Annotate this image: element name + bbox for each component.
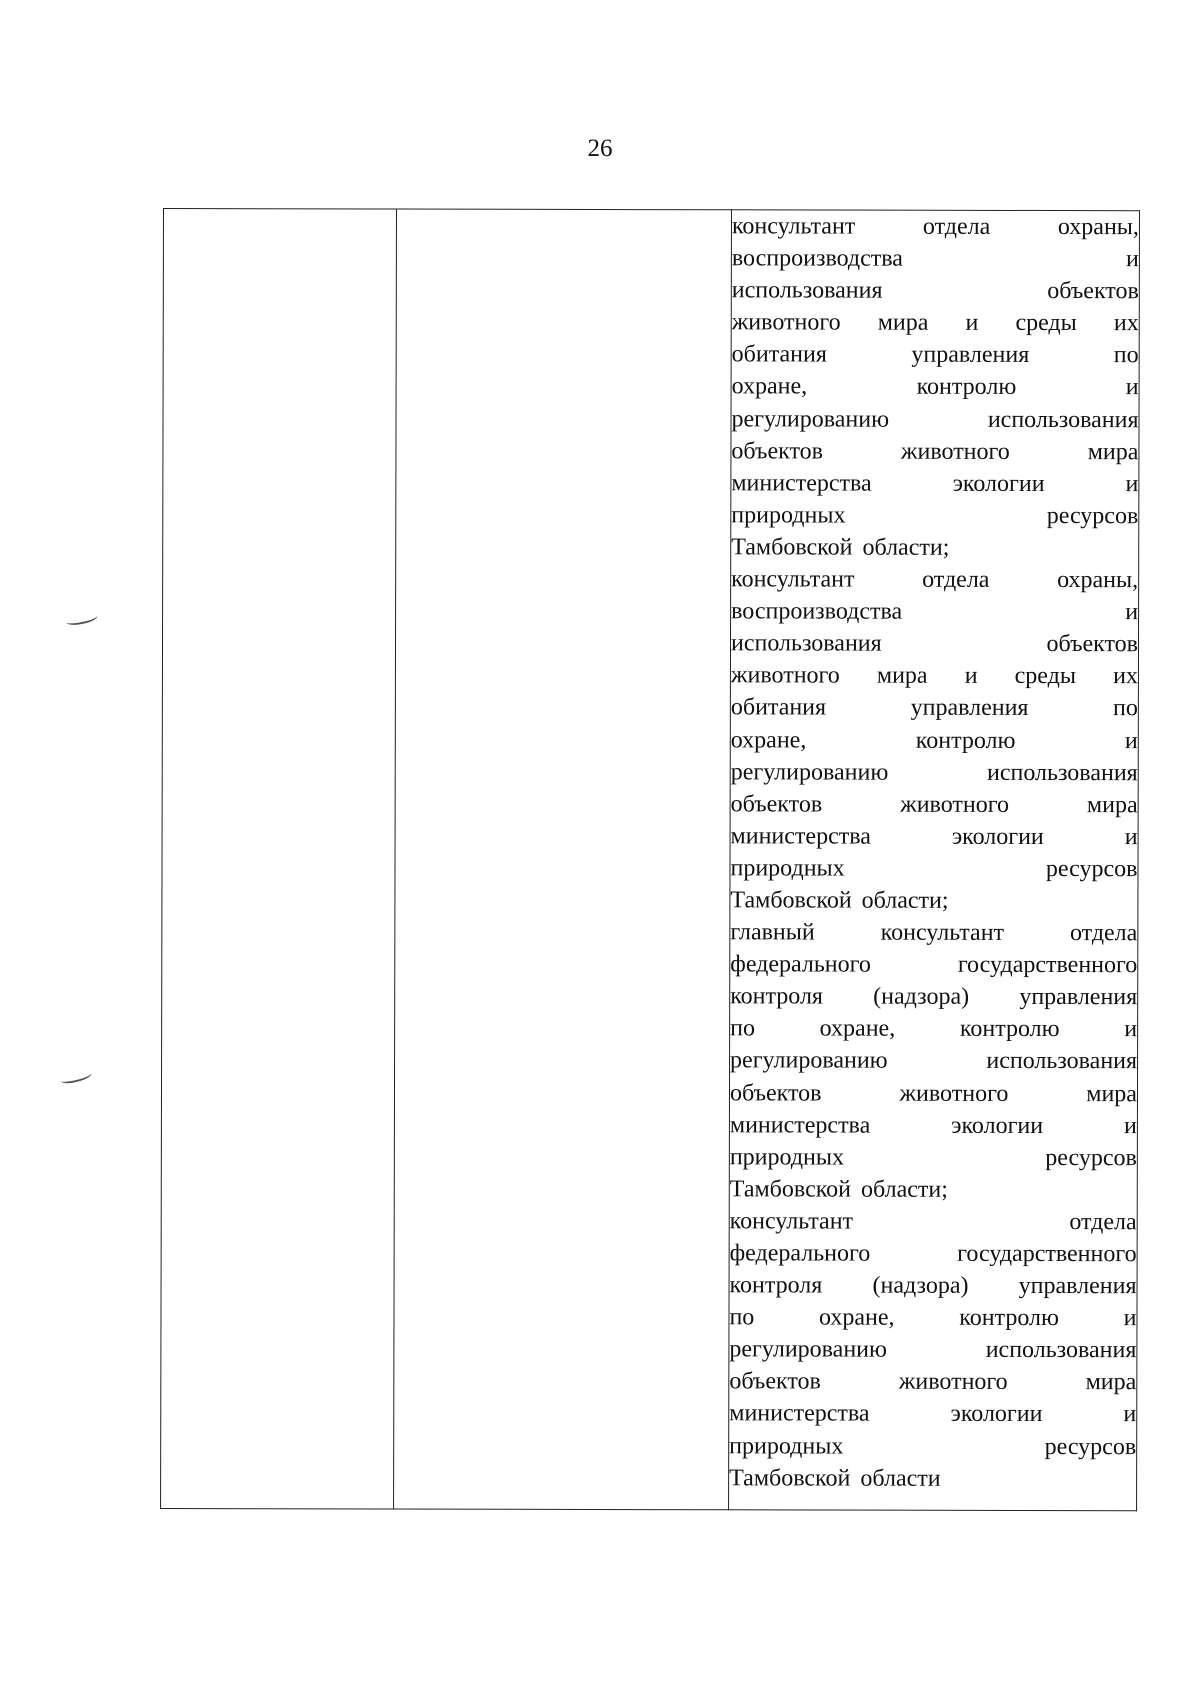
position-entry-line <box>729 1398 1136 1431</box>
entry-word: природных <box>730 855 845 882</box>
position-entry-line <box>729 1301 1136 1334</box>
entry-word: мира <box>1085 1369 1137 1396</box>
entry-word: природных <box>729 1144 845 1171</box>
position-entry-line <box>730 1045 1137 1078</box>
entry-word: охране, <box>731 373 808 400</box>
entry-word: контролю <box>959 1016 1060 1043</box>
entry-word: животного <box>899 1080 1009 1107</box>
entry-word: управления <box>1018 1273 1137 1300</box>
position-entry-line <box>730 1269 1137 1302</box>
entry-word: объектов <box>730 790 823 818</box>
entry-word: охране, <box>730 726 807 753</box>
entry-word: использования <box>730 630 882 657</box>
position-entry-line <box>730 1205 1137 1238</box>
entry-word: животного <box>730 662 840 689</box>
table-cell-empty-first <box>161 209 397 1510</box>
position-entry-line <box>730 981 1137 1014</box>
entry-word: экологии <box>950 1401 1043 1428</box>
position-entry <box>730 563 1138 917</box>
entry-word: государственного <box>957 1240 1137 1268</box>
entry-word: использования <box>986 1048 1138 1075</box>
entry-word: использования <box>987 406 1139 433</box>
entry-word: министерства <box>729 1111 871 1139</box>
entry-word: контролю <box>915 727 1016 754</box>
entry-word: мира <box>876 662 928 690</box>
entry-word: экологии <box>951 1112 1044 1139</box>
entry-word: воспроизводства <box>731 598 903 625</box>
entry-word: консультант <box>731 566 855 593</box>
entry-word: животного <box>900 438 1010 465</box>
entry-word: (надзора) <box>872 1272 969 1299</box>
entry-word: регулированию <box>730 1047 888 1075</box>
position-entry-line <box>730 1141 1137 1174</box>
entry-word: объектов <box>729 1368 821 1395</box>
entry-word: животного <box>900 791 1010 818</box>
entry-word: консультант <box>880 919 1005 946</box>
position-entry-line <box>731 692 1138 725</box>
position-entry-line <box>732 307 1139 340</box>
position-entry-line <box>731 660 1138 693</box>
entry-word: и <box>1125 374 1139 401</box>
entry-word: области <box>860 1465 941 1492</box>
position-entry-line <box>732 274 1139 307</box>
entry-word: Тамбовской <box>729 1464 851 1492</box>
entry-word: объектов <box>729 1079 822 1107</box>
entry-word: и <box>1123 1401 1137 1428</box>
entry-word: области; <box>862 534 950 561</box>
entry-word: ресурсов <box>1045 855 1138 883</box>
entry-word: использования <box>987 759 1138 786</box>
entry-word: охраны, <box>1057 214 1139 241</box>
entry-word: отдела <box>1069 1208 1137 1236</box>
entry-word: регулированию <box>730 758 889 786</box>
entry-word: отдела <box>922 213 991 240</box>
position-entry-line <box>732 210 1139 243</box>
entry-word: регулированию <box>729 1336 887 1363</box>
position-entry-line <box>731 756 1138 789</box>
entry-word: охраны, <box>1057 567 1139 594</box>
entry-word: федерального <box>729 1240 871 1267</box>
margin-mark <box>59 1068 92 1085</box>
entry-word: и <box>1124 727 1138 754</box>
table-cell-empty-second <box>394 209 732 1510</box>
entry-word: и <box>964 663 978 690</box>
entry-word: по <box>729 1304 755 1331</box>
position-entry-line <box>731 595 1138 628</box>
entry-word: мира <box>877 309 929 337</box>
entry-word: обитания <box>730 694 827 721</box>
entry-word: консультант <box>731 213 856 240</box>
entry-word: экологии <box>951 823 1044 850</box>
entry-word: контролю <box>916 374 1017 401</box>
position-entry-line <box>732 371 1139 404</box>
entry-word: отдела <box>1069 920 1138 947</box>
position-entry-line <box>732 242 1139 275</box>
entry-word: мира <box>1086 1080 1138 1107</box>
entry-word: управления <box>910 695 1029 722</box>
entry-word: объектов <box>731 437 824 465</box>
entry-word: (надзора) <box>873 983 970 1011</box>
entry-word: и <box>1124 823 1138 850</box>
position-entry-line <box>731 403 1138 436</box>
entry-word: объектов <box>1047 278 1139 305</box>
position-entry-line <box>729 1430 1136 1463</box>
page-number: 26 <box>587 135 613 162</box>
entry-word: среды <box>1015 310 1077 337</box>
entry-word: по <box>1112 695 1138 722</box>
entry-word: Тамбовской <box>729 1176 852 1203</box>
entry-word: и <box>1125 470 1139 497</box>
position-entry-line <box>732 339 1139 372</box>
position-entry-line <box>730 884 1137 917</box>
entry-word: использования <box>985 1337 1137 1364</box>
entry-word: и <box>965 310 979 337</box>
position-entry <box>730 916 1138 1206</box>
position-entry-line <box>731 820 1138 853</box>
position-entry-line <box>730 1237 1137 1270</box>
entry-word: министерства <box>730 823 871 850</box>
position-entry-line <box>731 724 1138 757</box>
entry-word: и <box>1124 1016 1138 1043</box>
margin-mark <box>65 611 98 627</box>
position-entry-line <box>730 1077 1137 1110</box>
entry-word: животного <box>898 1369 1008 1396</box>
entry-word: воспроизводства <box>731 245 904 272</box>
entry-word: ресурсов <box>1044 1433 1137 1460</box>
entry-word: Тамбовской <box>730 887 852 914</box>
entry-word: объектов <box>1046 631 1139 658</box>
entry-word: и <box>1126 246 1139 273</box>
entry-word: по <box>1113 342 1139 369</box>
position-entry-line <box>729 1334 1136 1367</box>
entry-word: их <box>1113 663 1138 690</box>
position-entry-line <box>731 499 1138 532</box>
entry-word: области; <box>860 1176 948 1203</box>
position-entry-line <box>730 852 1137 885</box>
entry-word: по <box>730 1015 756 1042</box>
position-entry-line <box>730 1013 1137 1046</box>
entry-word: охране, <box>819 1015 896 1043</box>
entry-word: регулированию <box>731 405 890 433</box>
entry-word: экологии <box>952 470 1045 497</box>
position-entry-line <box>731 467 1138 500</box>
position-list <box>729 210 1139 1495</box>
entry-word: ресурсов <box>1046 502 1139 530</box>
entry-word: министерства <box>731 470 872 497</box>
entry-word: главный <box>730 919 815 946</box>
entry-word: области; <box>861 887 949 914</box>
position-entry-line <box>731 788 1138 821</box>
entry-word: управления <box>1019 984 1138 1011</box>
entry-word: консультант <box>729 1208 854 1235</box>
entry-word: природных <box>731 502 846 529</box>
position-entry-line <box>729 1366 1136 1399</box>
entry-word: Тамбовской <box>731 534 853 561</box>
table-cell-positions <box>729 210 1140 1511</box>
position-entry <box>729 1205 1137 1495</box>
entry-word: мира <box>1086 791 1138 818</box>
entry-word: государственного <box>957 951 1138 979</box>
position-entry-line <box>730 1109 1137 1142</box>
position-entry-line <box>731 628 1138 661</box>
entry-word: природных <box>729 1432 844 1460</box>
entry-word: животного <box>731 309 841 336</box>
position-entry-line <box>731 531 1138 564</box>
position-entry-line <box>731 563 1138 596</box>
entry-word: среды <box>1014 663 1077 690</box>
position-entry-line <box>730 948 1137 981</box>
entry-word: ресурсов <box>1045 1144 1137 1171</box>
entry-word: обитания <box>731 341 827 368</box>
entry-word: контроля <box>729 1272 823 1299</box>
entry-word: отдела <box>922 566 990 593</box>
entry-word: и <box>1123 1305 1137 1332</box>
entry-word: федерального <box>730 951 871 978</box>
entry-word: использования <box>731 277 883 304</box>
position-entry-line <box>730 916 1137 949</box>
position-entry <box>731 210 1139 564</box>
entry-word: и <box>1125 599 1139 626</box>
table-row <box>161 209 1140 1511</box>
position-entry-line <box>730 1173 1137 1206</box>
entry-word: контроля <box>730 983 824 1010</box>
position-entry-line <box>731 435 1138 468</box>
entry-word: мира <box>1087 438 1139 465</box>
entry-word: министерства <box>729 1400 870 1428</box>
entry-word: управления <box>911 342 1030 369</box>
entry-word: их <box>1113 310 1139 337</box>
entry-word: и <box>1124 1112 1137 1139</box>
entry-word: охране, <box>818 1304 895 1331</box>
position-entry-line <box>729 1462 1136 1495</box>
entry-word: контролю <box>959 1304 1059 1332</box>
document-table <box>160 208 1140 1511</box>
